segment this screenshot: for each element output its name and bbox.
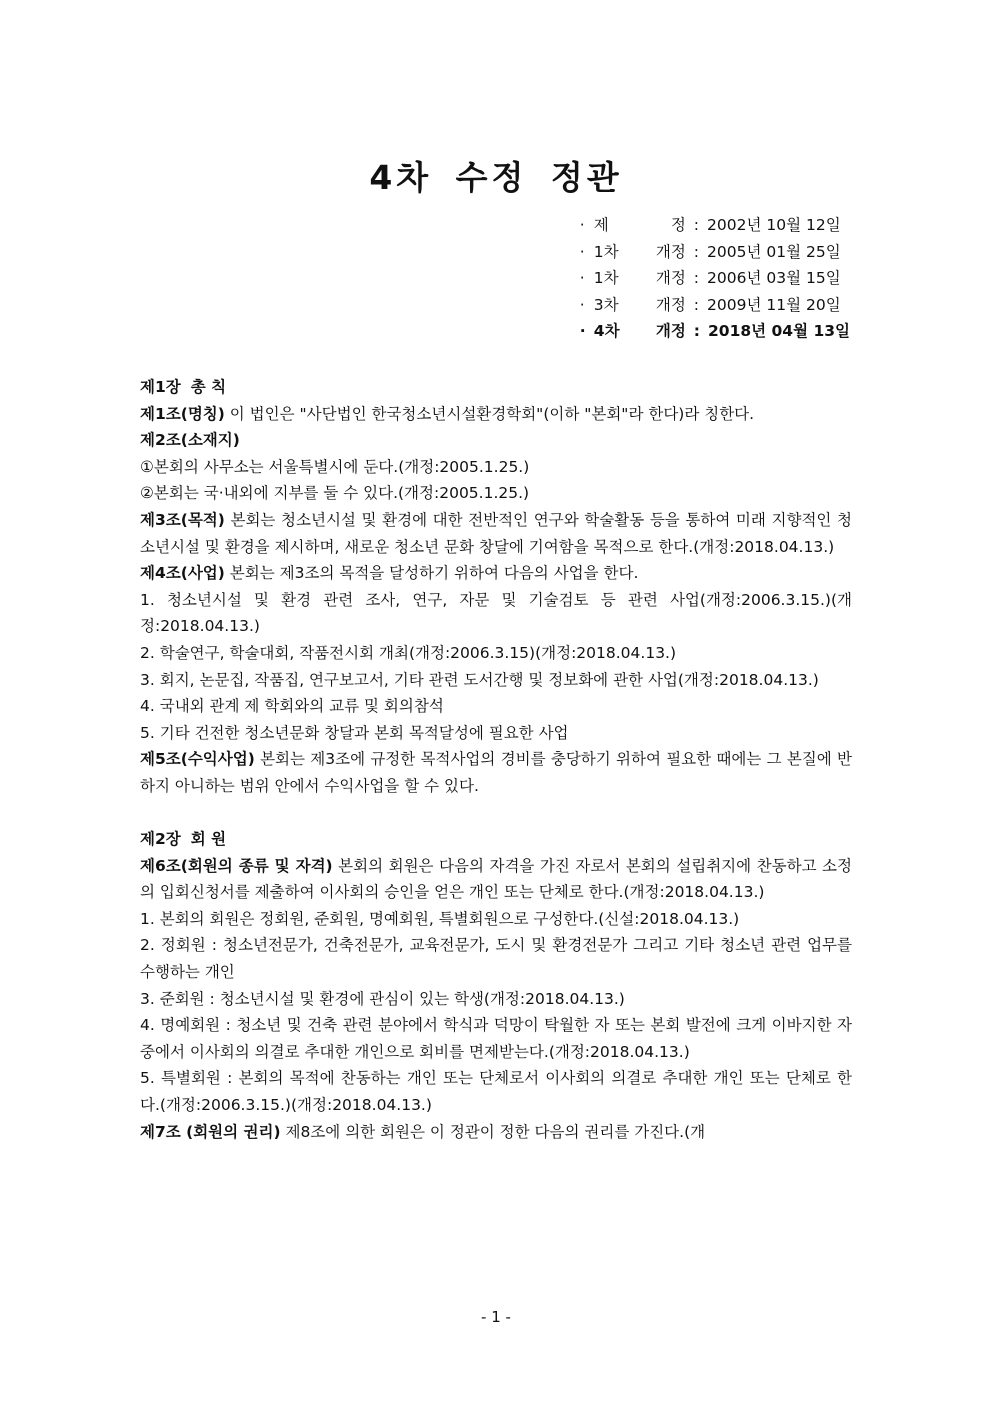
article-4 [140,560,852,587]
article-head: 제3조(목적) [140,510,225,529]
chapter-heading-2 [140,826,852,853]
spacer [140,800,852,827]
article-head: 제1조(명칭) [140,404,225,423]
document-body [140,374,852,1145]
list-item: 1. 청소년시설 및 환경 관련 조사, 연구, 자문 및 기술검토 등 관련 사업(개정:2006.3.15.)(개정:2018.04.13.) [140,590,852,636]
list-item: ①본회의 사무소는 서울특별시에 둔다.(개정:2005.1.25.) [140,457,530,476]
article-head: 제2조(소재지) [140,431,240,450]
article-head: 제7조 (회원의 권리) [140,1122,281,1141]
article-text: 본회는 제3조에 규정한 목적사업의 경비를 충당하기 위하여 필요한 때에는 그 본질에 반하지 아니하는 범위 안에서 수익사업을 할 수 있다. [140,750,852,795]
history-row: · 3차 개정 : 2009년 11월 20일 [580,292,850,319]
chapter-title: 회 원 [190,830,227,849]
history-row: · 제 정 : 2002년 10월 12일 [580,212,850,239]
history-label: · 제 정 [580,212,686,239]
article-6 [140,853,852,906]
page-number: - 1 - [481,1308,511,1326]
article-head: 제4조(사업) [140,564,225,583]
chapter-heading-1 [140,374,852,401]
list-item: 4. 국내외 관계 제 학회와의 교류 및 회의참석 [140,697,444,716]
list-item: 3. 준회원 : 청소년시설 및 환경에 관심이 있는 학생(개정:2018.04.13.) [140,989,625,1008]
page-title: 4차 수정 정관 [369,158,623,197]
list-item: ②본회는 국·내외에 지부를 둘 수 있다.(개정:2005.1.25.) [140,484,530,503]
article-text: 본회의 회원은 다음의 자격을 가진 자로서 본회의 설립취지에 찬동하고 소정의 입회신청서를 제출하여 이사회의 승인을 얻은 개인 또는 단체로 한다.(개정:2018.04.13.) [140,856,853,902]
revision-history [580,212,850,345]
history-date: 2009년 11월 20일 [707,295,841,314]
history-label: · 1차 개정 [580,265,686,292]
history-label: · 1차 개정 [580,239,686,266]
list-item: 2. 학술연구, 학술대회, 작품전시회 개최(개정:2006.3.15)(개정:2018.04.13.) [140,643,677,662]
article-text: 본회는 청소년시설 및 환경에 대한 전반적인 연구와 학술활동 등을 통하여 미래 지향적인 청소년시설 및 환경을 제시하며, 새로운 청소년 문화 창달에 기여함을 목적으로 한다.(개정:2018.04.13.) [140,510,852,556]
list-item: 4. 명예회원 : 청소년 및 건축 관련 분야에서 학식과 덕망이 탁월한 자 또는 본회 발전에 크게 이바지한 자 중에서 이사회의 의결로 추대한 개인으로 회비를 면제받는다.(개정:2018.04.13.) [140,1016,852,1061]
list-item: 1. 본회의 회원은 정회원, 준회원, 명예회원, 특별회원으로 구성한다.(신설:2018.04.13.) [140,909,740,928]
article-head: 제5조(수익사업) [140,750,255,769]
history-row-current: · 4차 개정 : 2018년 04월 13일 [580,318,850,345]
article-text: 본회는 제3조의 목적을 달성하기 위하여 다음의 사업을 한다. [224,564,639,583]
list-item: 5. 기타 건전한 청소년문화 창달과 본회 목적달성에 필요한 사업 [140,723,569,742]
history-label: · 4차 개정 [580,318,686,345]
history-date: 2006년 03월 15일 [707,269,841,288]
history-row: · 1차 개정 : 2005년 01월 25일 [580,239,850,266]
article-text: 이 법인은 "사단법인 한국청소년시설환경학회"(이하 "본회"라 한다)라 칭한다. [224,404,755,423]
list-item: 3. 회지, 논문집, 작품집, 연구보고서, 기타 관련 도서간행 및 정보화에 관한 사업(개정:2018.04.13.) [140,670,819,689]
history-date: 2005년 01월 25일 [707,242,841,261]
chapter-number: 제1장 [140,378,181,396]
chapter-title: 총 칙 [190,378,227,396]
list-item: 2. 정회원 : 청소년전문가, 건축전문가, 교육전문가, 도시 및 환경전문가 그리고 기타 청소년 관련 업무를 수행하는 개인 [140,936,852,982]
article-head: 제6조(회원의 종류 및 자격) [140,856,333,875]
history-date: 2018년 04월 13일 [708,322,850,341]
list-item: 5. 특별회원 : 본회의 목적에 찬동하는 개인 또는 단체로서 이사회의 의결로 추대한 개인 또는 단체로 한다.(개정:2006.3.15.)(개정:2018.04.13.) [140,1069,852,1115]
article-1 [140,401,852,428]
article-2 [140,427,852,454]
history-row: · 1차 개정 : 2006년 03월 15일 [580,265,850,292]
history-label: · 3차 개정 [580,292,686,319]
article-7 [140,1119,852,1146]
article-text: 제8조에 의한 회원은 이 정관이 정한 다음의 권리를 가진다.(개 [280,1122,706,1141]
article-3 [140,507,852,560]
history-date: 2002년 10월 12일 [707,216,841,234]
article-5 [140,746,852,799]
chapter-number: 제2장 [140,830,181,849]
